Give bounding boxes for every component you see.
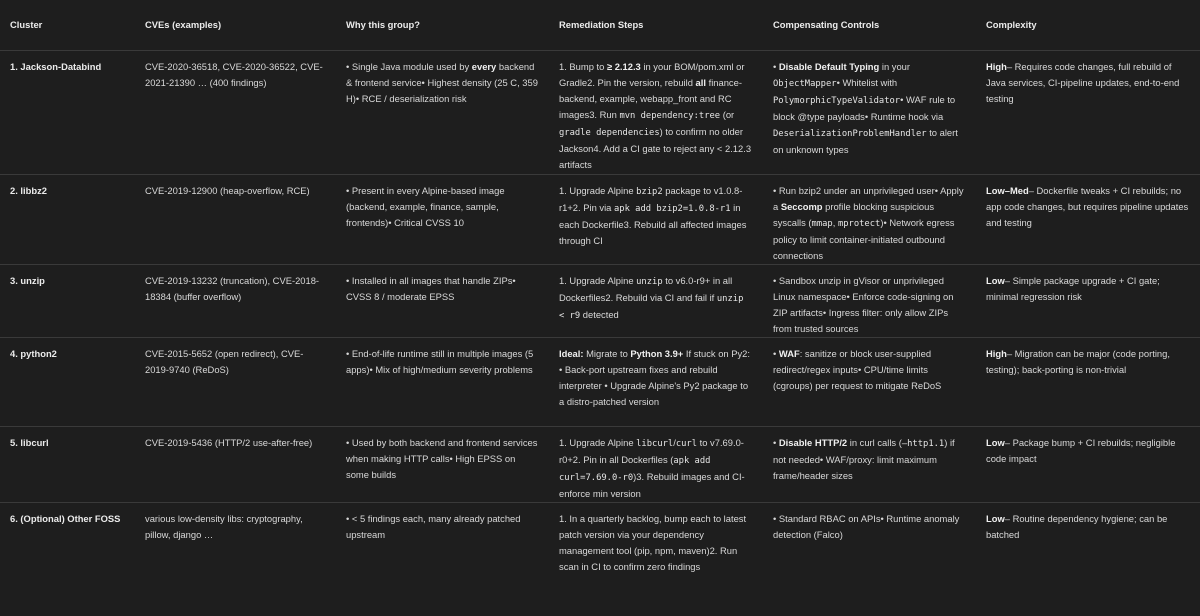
cves-cell: CVE-2019-12900 (heap-overflow, RCE) xyxy=(135,175,336,265)
header-remediation: Remediation Steps xyxy=(549,0,763,51)
cell-text: in your xyxy=(879,61,910,72)
cell-text: in curl calls ( xyxy=(847,437,902,448)
cell-text: – Migration can be major (code porting, testing); back-porting is non-trivial xyxy=(986,348,1170,375)
table-row xyxy=(0,51,1200,175)
cell-text: in your BOM/pom.xml or Gradle2. Pin the version, rebuild xyxy=(559,61,745,88)
emphasis-text: Low xyxy=(986,437,1005,448)
cell-text: package to v1.0.8-r1+2. Pin via xyxy=(559,185,743,213)
complexity-cell xyxy=(976,503,1200,598)
cell-text: 1. Upgrade Alpine xyxy=(559,437,637,448)
cell-text: in each Dockerfile3. Rebuild all affected images through CI xyxy=(559,202,747,246)
emphasis-text: Seccomp xyxy=(780,201,823,212)
remediation-cell xyxy=(549,338,763,427)
cell-text: – Routine dependency hygiene; can be batched xyxy=(986,513,1168,540)
complexity-cell xyxy=(976,338,1200,427)
cell-text: – Dockerfile tweaks + CI rebuilds; no app code changes, but requires pipeline updates and testing xyxy=(986,185,1189,228)
cell-text: to v7.69.0-r0+2. Pin in all Dockerfiles ( xyxy=(559,437,744,465)
remediation-cell xyxy=(549,265,763,338)
emphasis-text: Python 3.9+ xyxy=(630,348,684,359)
cves-cell: CVE-2015-5652 (open redirect), CVE-2019-9740 (ReDoS) xyxy=(135,338,336,427)
cell-text: to alert on unknown types xyxy=(773,127,958,155)
code-text: ObjectMapper xyxy=(773,79,837,89)
cell-text: / xyxy=(673,437,676,448)
cluster-cell: 1. Jackson-Databind xyxy=(0,51,135,175)
cell-text: • Whitelist with xyxy=(836,77,898,88)
remediation-cell xyxy=(549,175,763,265)
code-text: —http1.1 xyxy=(901,439,945,449)
cluster-cell: 4. python2 xyxy=(0,338,135,427)
why-cell xyxy=(336,175,549,265)
cell-text: If stuck on Py2: • Back-port upstream fixes and rebuild interpreter • Upgrade Alpine's Py2 package to a distro-patched version xyxy=(559,348,750,407)
cell-text: 1. Upgrade Alpine xyxy=(559,185,637,196)
cell-text: detected xyxy=(580,309,619,320)
why-cell xyxy=(336,503,549,598)
cell-text: to v6.0-r9+ in all Dockerfiles2. Rebuild via CI and fail if xyxy=(559,275,733,303)
complexity-cell xyxy=(976,427,1200,503)
code-text: apk add bzip2=1.0.8-r1 xyxy=(613,204,731,214)
header-controls: Compensating Controls xyxy=(763,0,976,51)
table-row xyxy=(0,265,1200,338)
code-text: mvn dependency:tree xyxy=(619,111,721,121)
cell-text: backend & frontend service• Highest density (25 C, 359 H)• RCE / deserialization risk xyxy=(346,61,538,104)
code-text: apk add curl=7.69.0-r0 xyxy=(559,456,711,483)
code-text: mprotect xyxy=(837,219,881,229)
remediation-cell xyxy=(549,427,763,503)
emphasis-text: High xyxy=(986,61,1007,72)
table-row xyxy=(0,338,1200,427)
cell-text: • xyxy=(773,61,779,72)
code-text: unzip < r9 xyxy=(559,294,744,321)
emphasis-text: Low–Med xyxy=(986,185,1029,196)
controls-cell xyxy=(763,265,976,338)
cell-text: Migrate to xyxy=(583,348,631,359)
cell-text: • WAF rule to block @type payloads• Runtime hook via xyxy=(773,94,956,122)
controls-cell xyxy=(763,427,976,503)
code-text: libcurl xyxy=(636,439,674,449)
complexity-cell xyxy=(976,265,1200,338)
code-text: PolymorphicTypeValidator xyxy=(773,96,901,106)
why-cell xyxy=(336,265,549,338)
emphasis-text: ≥ 2.12.3 xyxy=(606,61,641,72)
cell-text: • Present in every Alpine-based image (backend, example, finance, sample, frontends)• Critical CVSS 10 xyxy=(346,185,505,228)
cell-text: – Simple package upgrade + CI gate; minimal regression risk xyxy=(986,275,1160,302)
cell-text: )• Network egress policy to limit container-initiated outbound connections xyxy=(773,217,955,261)
cell-text: • Single Java module used by xyxy=(346,61,472,72)
table-row xyxy=(0,175,1200,265)
cell-text: • < 5 findings each, many already patched upstream xyxy=(346,513,521,540)
cell-text: • Used by both backend and frontend services when making HTTP calls• High EPSS on some builds xyxy=(346,437,538,480)
cell-text: finance-backend, example, webapp_front and RC images3. Run xyxy=(559,77,742,120)
emphasis-text: Low xyxy=(986,275,1005,286)
cves-cell: CVE-2019-13232 (truncation), CVE-2018-18384 (buffer overflow) xyxy=(135,265,336,338)
cell-text: 1. In a quarterly backlog, bump each to latest patch version via your dependency management tool (pip, npm, maven)2. Run scan in CI to confirm zero findings xyxy=(559,513,747,572)
code-text: curl xyxy=(675,439,698,449)
emphasis-text: Low xyxy=(986,513,1005,524)
emphasis-text: WAF xyxy=(778,348,800,359)
cell-text: : sanitize or block user-supplied redirect/regex inputs• CPU/time limits (cgroups) per request to mitigate ReDoS xyxy=(773,348,942,391)
cluster-cell: 2. libbz2 xyxy=(0,175,135,265)
cell-text: • Run bzip2 under an unprivileged user• Apply a xyxy=(773,185,964,212)
code-text: mmap xyxy=(811,219,833,229)
cell-text: 1. Upgrade Alpine xyxy=(559,275,637,286)
header-complexity: Complexity xyxy=(976,0,1200,51)
code-text: bzip2 xyxy=(636,187,663,197)
cell-text: • xyxy=(773,348,779,359)
why-cell xyxy=(336,338,549,427)
header-cluster: Cluster xyxy=(0,0,135,51)
code-text: unzip xyxy=(636,277,663,287)
cell-text: • Sandbox unzip in gVisor or unprivileged Linux namespace• Enforce code-signing on ZIP artifacts• Ingress filter: only allow ZIPs from trusted sources xyxy=(773,275,954,334)
emphasis-text: Ideal: xyxy=(559,348,584,359)
cell-text: – Requires code changes, full rebuild of Java services, CI-pipeline updates, end-to-end testing xyxy=(986,61,1180,104)
emphasis-text: Disable Default Typing xyxy=(778,61,880,72)
cell-text: )3. Rebuild images and CI-enforce min version xyxy=(559,471,745,499)
emphasis-text: all xyxy=(695,77,706,88)
cluster-cell: 5. libcurl xyxy=(0,427,135,503)
cell-text: • Installed in all images that handle ZIPs• CVSS 8 / moderate EPSS xyxy=(346,275,516,302)
remediation-cell xyxy=(549,503,763,598)
why-cell xyxy=(336,427,549,503)
code-text: gradle dependencies xyxy=(559,128,660,138)
cell-text: 1. Bump to xyxy=(559,61,607,72)
remediation-cell xyxy=(549,51,763,175)
cluster-cell: 6. (Optional) Other FOSS xyxy=(10,513,121,524)
emphasis-text: High xyxy=(986,348,1007,359)
table-row xyxy=(0,503,1200,598)
cell-text: ) to confirm no older Jackson4. Add a CI gate to reject any < 2.12.3 artifacts xyxy=(559,126,752,170)
cell-text: • Standard RBAC on APIs• Runtime anomaly detection (Falco) xyxy=(773,513,960,540)
emphasis-text: every xyxy=(471,61,497,72)
header-why: Why this group? xyxy=(336,0,549,51)
cell-text: • xyxy=(773,437,779,448)
why-cell xyxy=(336,51,549,175)
controls-cell xyxy=(763,51,976,175)
cell-text: profile blocking suspicious syscalls ( xyxy=(773,201,935,228)
cell-text: , xyxy=(832,217,838,228)
emphasis-text: Disable HTTP/2 xyxy=(778,437,848,448)
complexity-cell xyxy=(976,51,1200,175)
cves-cell: various low-density libs: cryptography, pillow, django … xyxy=(145,513,303,540)
cell-text: – Package bump + CI rebuilds; negligible code impact xyxy=(986,437,1176,464)
cell-text: (or xyxy=(720,109,735,120)
controls-cell xyxy=(763,503,976,598)
table-row xyxy=(0,427,1200,503)
table-header-row xyxy=(0,0,1200,51)
complexity-cell xyxy=(976,175,1200,265)
code-text: DeserializationProblemHandler xyxy=(773,129,927,139)
cell-text: • End-of-life runtime still in multiple images (5 apps)• Mix of high/medium severity problems xyxy=(346,348,534,375)
cluster-cell: 3. unzip xyxy=(0,265,135,338)
controls-cell xyxy=(763,338,976,427)
cves-cell: CVE-2019-5436 (HTTP/2 use-after-free) xyxy=(135,427,336,503)
cves-cell: CVE-2020-36518, CVE-2020-36522, CVE-2021-21390 … (400 findings) xyxy=(135,51,336,175)
cell-text: ) if not needed• WAF/proxy: limit maximum frame/header sizes xyxy=(773,437,955,481)
controls-cell xyxy=(763,175,976,265)
header-cves: CVEs (examples) xyxy=(135,0,336,51)
